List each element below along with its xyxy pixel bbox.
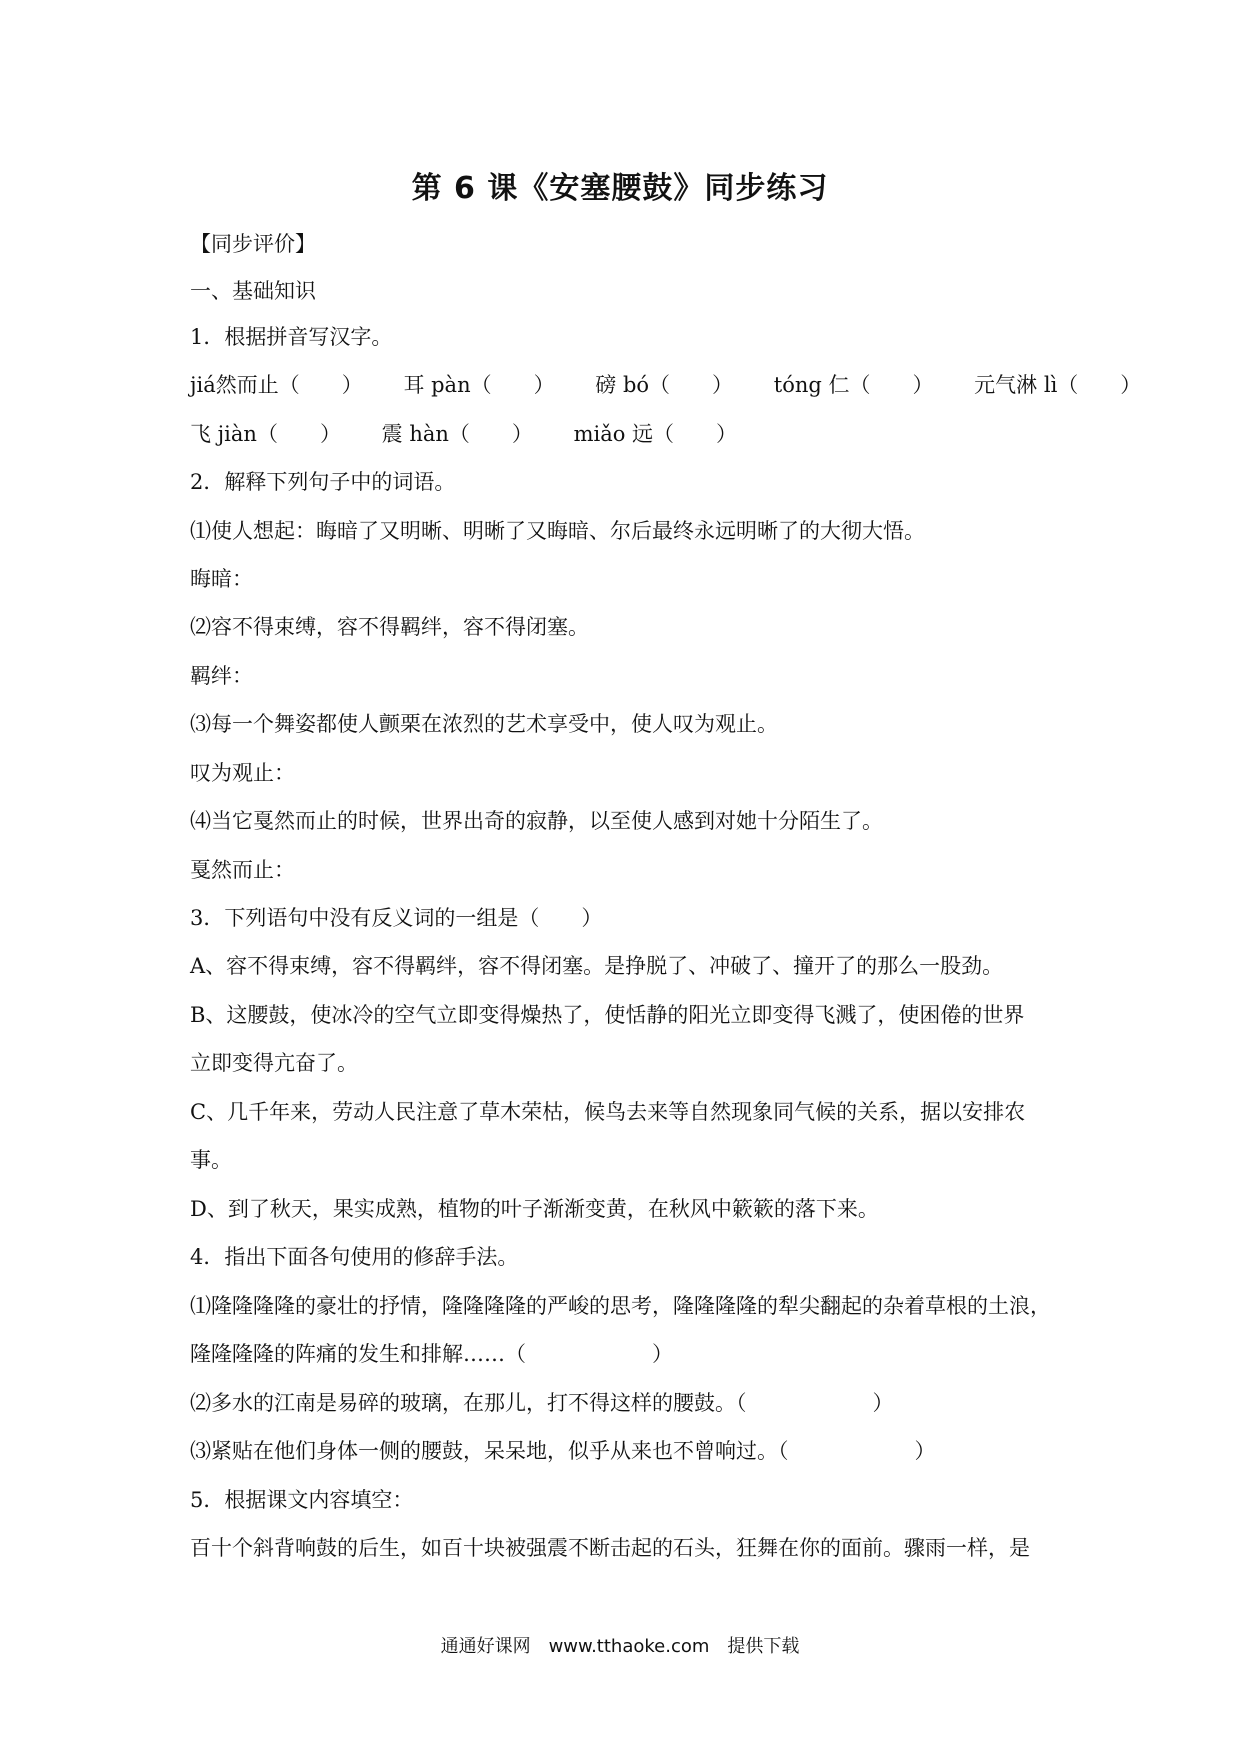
question-3-option-b: B、这腰鼓，使冰冷的空气立即变得燥热了，使恬静的阳光立即变得飞溅了，使困倦的世界 — [190, 1003, 1025, 1027]
pinyin-item: miǎo 远（ ） — [573, 422, 738, 446]
question-1-heading: 1．根据拼音写汉字。 — [190, 325, 393, 349]
question-4-sentence-3: ⑶紧贴在他们身体一侧的腰鼓，呆呆地，似乎从来也不曾响过。（ ） — [190, 1439, 936, 1463]
pinyin-item: jiá然而止（ ） — [190, 373, 363, 397]
question-4-sentence-1-cont: 隆隆隆隆的阵痛的发生和排解……（ ） — [190, 1342, 673, 1366]
pinyin-item: 元气淋 lì（ ） — [974, 373, 1142, 397]
pinyin-item: 耳 pàn（ ） — [403, 373, 555, 397]
question-2-sentence-2: ⑵容不得束缚，容不得羁绊，容不得闭塞。 — [190, 615, 589, 639]
page-footer: 通通好课网 www.tthaoke.com 提供下载 — [440, 1636, 800, 1657]
part-heading: 一、基础知识 — [190, 279, 316, 303]
question-4-heading: 4．指出下面各句使用的修辞手法。 — [190, 1245, 519, 1269]
question-2-heading: 2．解释下列句子中的词语。 — [190, 470, 456, 494]
question-4-sentence-2: ⑵多水的江南是易碎的玻璃，在那儿，打不得这样的腰鼓。（ ） — [190, 1391, 894, 1415]
pinyin-item: tóng 仁（ ） — [773, 373, 934, 397]
question-4-sentence-1: ⑴隆隆隆隆的豪壮的抒情，隆隆隆隆的严峻的思考，隆隆隆隆的犁尖翻起的杂着草根的土浪， — [190, 1294, 1051, 1318]
pinyin-row-1 — [190, 371, 1175, 399]
question-3-option-b-cont: 立即变得亢奋了。 — [190, 1051, 358, 1075]
pinyin-row-2 — [190, 420, 771, 448]
question-2-word-3: 叹为观止： — [190, 761, 295, 785]
question-3-option-c-cont: 事。 — [190, 1148, 232, 1172]
question-2-word-1: 晦暗： — [190, 567, 253, 591]
question-2-sentence-4: ⑷当它戛然而止的时候，世界出奇的寂静，以至使人感到对她十分陌生了。 — [190, 809, 883, 833]
question-3-option-a: A、容不得束缚，容不得羁绊，容不得闭塞。是挣脱了、冲破了、撞开了的那么一股劲。 — [190, 954, 1004, 978]
question-3-heading: 3．下列语句中没有反义词的一组是（ ） — [190, 906, 603, 930]
pinyin-item: 震 hàn（ ） — [381, 422, 533, 446]
question-5-text: 百十个斜背响鼓的后生，如百十块被强震不断击起的石头，狂舞在你的面前。骤雨一样，是 — [190, 1536, 1030, 1560]
question-3-option-d: D、到了秋天，果实成熟，植物的叶子渐渐变黄，在秋风中簌簌的落下来。 — [190, 1197, 879, 1221]
pinyin-item: 磅 bó（ ） — [595, 373, 734, 397]
question-3-option-c: C、几千年来，劳动人民注意了草木荣枯，候鸟去来等自然现象同气候的关系，据以安排农 — [190, 1100, 1026, 1124]
pinyin-item: 飞 jiàn（ ） — [190, 422, 341, 446]
page-title: 第 6 课《安塞腰鼓》同步练习 — [411, 171, 829, 206]
question-2-sentence-1: ⑴使人想起：晦暗了又明晰、明晰了又晦暗、尔后最终永远明晰了的大彻大悟。 — [190, 519, 925, 543]
question-2-sentence-3: ⑶每一个舞姿都使人颤栗在浓烈的艺术享受中，使人叹为观止。 — [190, 712, 778, 736]
question-5-heading: 5．根据课文内容填空： — [190, 1488, 414, 1512]
section-label: 【同步评价】 — [190, 232, 316, 256]
question-2-word-4: 戛然而止： — [190, 858, 295, 882]
question-2-word-2: 羁绊： — [190, 664, 253, 688]
